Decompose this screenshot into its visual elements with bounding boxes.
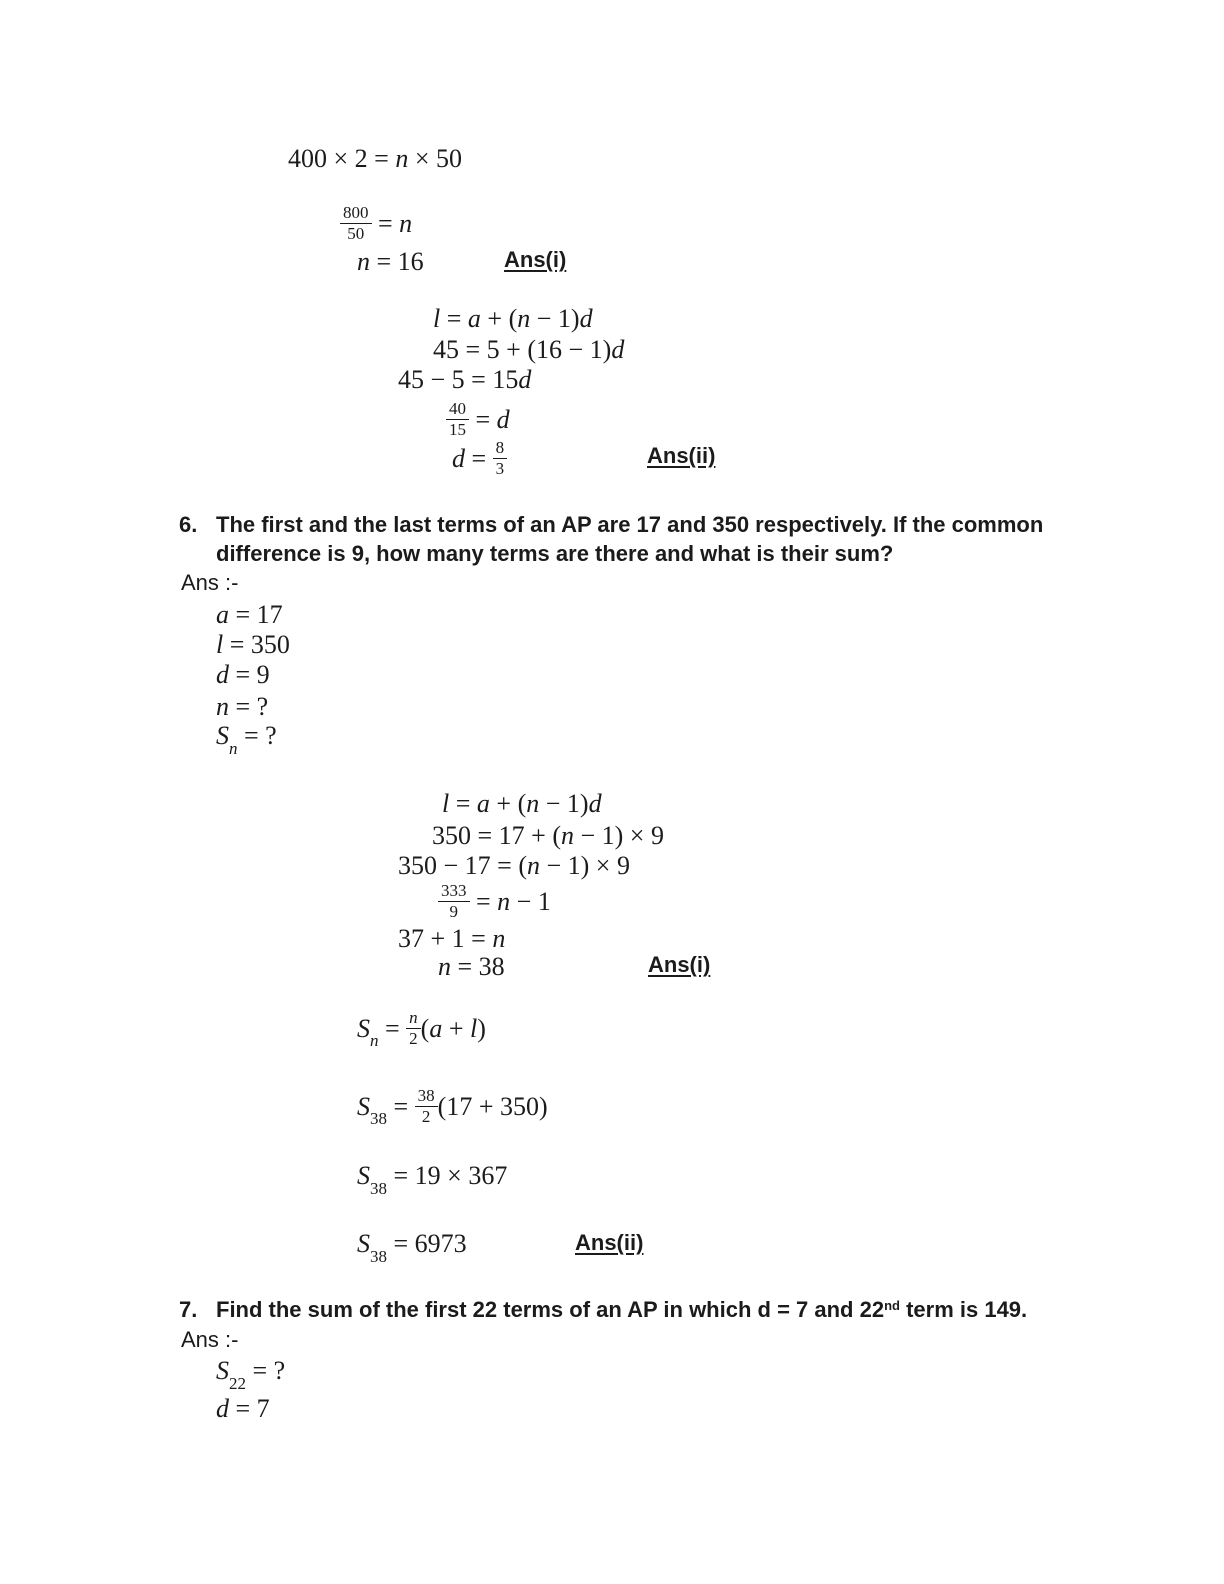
math-text: × 50 [408,144,462,173]
fraction-numerator [438,881,470,902]
math-text: + [442,1013,471,1043]
math-variable: S [216,721,229,750]
math-text: 45 − 5 = 15 [398,365,519,394]
question-7-text [216,1295,1061,1324]
math-variable: n [216,692,229,721]
math-text: − 1 [510,886,551,916]
math-subscript: n [370,1031,379,1050]
math-variable: l [442,789,450,818]
equation-40-over-15 [446,399,510,440]
math-variable: S [357,1013,370,1043]
math-text: 800 [343,203,369,222]
fraction-denominator [446,420,469,440]
sum-substitution [357,1086,548,1127]
given-l-350 [216,630,290,660]
math-variable: n [526,789,540,818]
fraction-numerator [446,399,469,420]
equation-800-over-50 [340,203,412,244]
math-text: 38 [417,1086,435,1105]
answer-label-q6-ii: Ans(ii) [575,1230,644,1255]
math-variable: a [429,1013,443,1043]
question-6-text: The first and the last terms of an AP are 17 and 350 respectively. If the common difference is 9, how many terms are there and what is their sum? [216,512,1044,566]
math-variable: S [216,1356,229,1385]
math-text: = [449,789,477,818]
answer-label-ii: Ans(ii) [647,443,716,468]
math-text: 45 = 5 + (16 − 1) [433,335,612,364]
fraction [493,438,508,479]
equation-45-substitution [433,335,624,365]
math-variable: n [399,208,413,238]
math-text: − 1) [530,304,580,333]
math-text: = 7 [229,1394,270,1423]
math-variable: n [526,851,540,880]
math-text: 350 = 17 + ( [432,821,561,850]
text-superscript: nd [884,1298,900,1313]
fraction [438,881,470,922]
math-variable: S [357,1161,370,1190]
math-text: = [371,208,400,238]
math-variable: l [470,1013,478,1043]
sum-result-6973 [357,1229,467,1266]
math-text: − 1) [539,789,589,818]
math-text: = 38 [451,952,505,981]
math-text: = 6973 [387,1229,467,1258]
math-text: 50 [347,224,365,243]
fraction-denominator [447,902,462,922]
math-text: 8 [495,438,505,457]
math-text: = [465,443,493,473]
math-text: 3 [495,459,505,478]
work-37-plus-1 [398,924,505,954]
math-variable: n [395,144,409,173]
math-text: = ? [246,1356,286,1385]
work-350-minus-17 [398,851,630,881]
math-subscript: 38 [370,1246,387,1266]
math-text: 40 [449,399,466,418]
fraction-denominator [344,224,367,244]
math-text: 2 [409,1029,418,1048]
math-text: = [469,886,498,916]
equation-d-equals-8-3 [452,438,507,479]
work-n-equals-38 [438,952,505,982]
fraction-denominator [406,1029,421,1049]
sum-19-times-367 [357,1161,508,1198]
math-text: 350 − 17 = ( [398,851,527,880]
fraction [406,1008,421,1049]
math-text: 400 × 2 = [288,144,396,173]
math-text: 2 [421,1107,431,1126]
math-variable: n [560,821,574,850]
math-variable: S [357,1091,370,1121]
math-text: = 16 [370,247,424,276]
math-text: = ? [237,721,277,750]
math-text: = 350 [223,630,290,659]
math-text: = [378,1013,407,1043]
math-text: = ? [229,692,269,721]
given-sn-unknown [216,721,277,758]
equation-400x2 [288,144,462,174]
work-333-over-9 [438,881,551,922]
given-n-unknown [216,692,268,722]
equation-l-formula [433,304,593,334]
math-text: (17 + 350) [437,1091,548,1121]
given-a-17 [216,600,283,630]
math-variable: d [611,335,625,364]
math-text: + ( [489,789,527,818]
given-s22-unknown [216,1356,286,1393]
math-variable: n [357,247,370,276]
math-variable: n [409,1008,418,1027]
given-d-7 [216,1394,270,1424]
math-variable: n [497,886,511,916]
math-variable: l [433,304,441,333]
math-variable: d [588,789,602,818]
equation-45-minus-5 [398,365,531,395]
math-variable: a [216,600,229,629]
math-text: ) [477,1013,486,1043]
math-variable: d [496,404,510,434]
math-text: ( [420,1013,430,1043]
question-6-ans-heading: Ans :- [181,570,239,595]
work-350-substitution [432,821,664,851]
fraction [415,1086,438,1127]
math-variable: d [518,365,532,394]
question-7-ans-heading: Ans :- [181,1327,239,1352]
math-subscript: n [229,738,238,758]
given-d-9 [216,660,270,690]
math-variable: n [492,924,506,953]
math-variable: l [216,630,224,659]
sum-formula [357,1008,486,1049]
fraction-denominator [419,1107,434,1127]
equation-n-equals-16 [357,247,424,277]
math-text: 333 [441,881,467,900]
math-text: term is 149. [899,1297,1028,1322]
math-text: = [440,304,468,333]
fraction [340,203,372,244]
math-subscript: 38 [370,1109,387,1128]
math-variable: a [476,789,490,818]
answer-label-i: Ans(i) [504,247,567,272]
math-text: = [469,404,497,434]
math-text: = 19 × 367 [387,1161,508,1190]
fraction [446,399,469,440]
math-text: 9 [449,902,458,921]
fraction-numerator [415,1086,438,1107]
math-text: = 9 [229,660,270,689]
math-text: = [387,1091,415,1121]
math-variable: n [438,952,451,981]
question-6-number: 6. [179,512,198,537]
answer-label-q6-i: Ans(i) [648,952,711,977]
math-subscript: 38 [370,1178,387,1198]
math-text: + ( [480,304,518,333]
math-text: − 1) × 9 [539,851,630,880]
math-text: 15 [449,420,466,439]
math-variable: d [216,660,229,689]
math-text: − 1) × 9 [573,821,664,850]
work-l-formula [442,789,602,819]
fraction-numerator [493,438,508,459]
question-7-number: 7. [179,1297,198,1322]
math-variable: d [452,443,465,473]
math-variable: d [579,304,593,333]
math-subscript: 22 [229,1373,246,1393]
fraction-numerator [340,203,372,224]
math-variable: d [216,1394,229,1423]
math-text: 37 + 1 = [398,924,493,953]
fraction-denominator [493,459,508,479]
math-text: = 17 [229,600,283,629]
math-variable: n [517,304,531,333]
math-variable: a [467,304,481,333]
math-variable: S [357,1229,370,1258]
math-text: Find the sum of the first 22 terms of an AP in which d = 7 and 22 [216,1297,885,1322]
fraction-numerator [406,1008,421,1029]
